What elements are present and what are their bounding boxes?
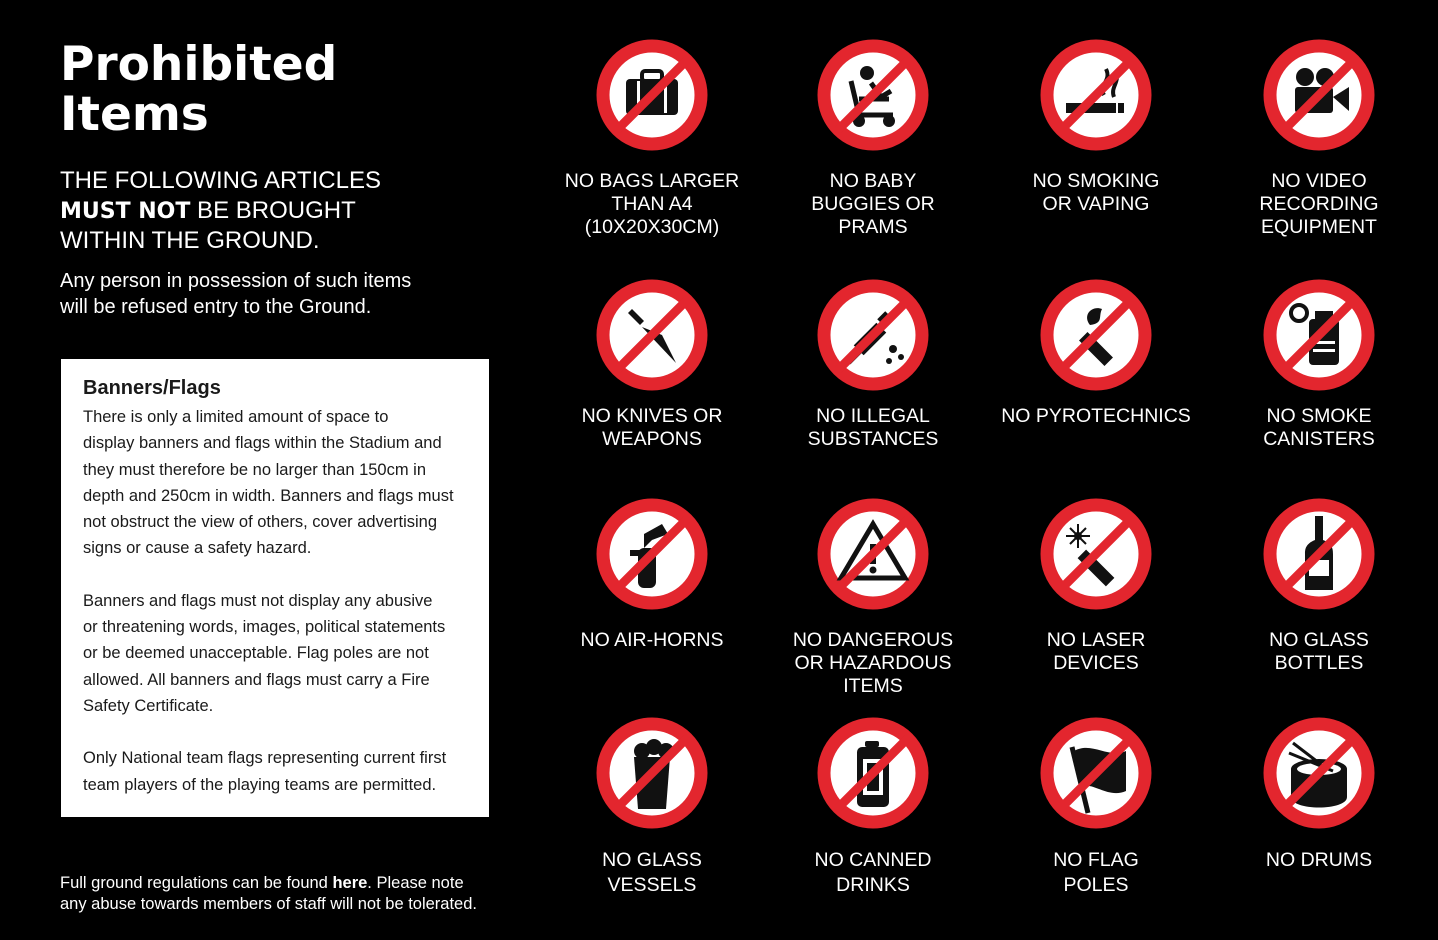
item-label-line: OR VAPING <box>1042 193 1150 215</box>
prohibited-item <box>1214 38 1424 239</box>
prohibited-item <box>991 716 1201 898</box>
intro-line-2-rest: BE BROUGHT <box>190 196 356 224</box>
item-label-line: BOTTLES <box>1274 652 1364 674</box>
baby-buggy-icon <box>816 38 930 152</box>
paragraph-line: or threatening words, images, political statements <box>83 618 446 637</box>
item-label <box>991 848 1201 898</box>
paragraph-line: they must therefore be no larger than 150cm in <box>83 460 427 479</box>
item-label-line: NO BABY <box>829 170 917 192</box>
intro-line-3: WITHIN THE GROUND. <box>60 227 320 254</box>
item-label-line: DEVICES <box>1053 652 1139 674</box>
footer-post: . Please note <box>367 874 464 892</box>
item-label-line: NO LASER <box>1046 629 1146 651</box>
paragraph-gap <box>83 562 489 588</box>
prohibited-item <box>768 38 978 239</box>
footer-line-1 <box>60 873 477 894</box>
prohibited-item <box>991 278 1201 428</box>
item-label-line: ITEMS <box>843 675 903 697</box>
prohibited-item <box>547 38 757 239</box>
prohibited-item <box>768 278 978 451</box>
prohibited-item <box>1214 497 1424 675</box>
item-label-line: OR HAZARDOUS <box>794 652 952 674</box>
item-label-line: NO SMOKE <box>1266 405 1372 427</box>
regulations-link[interactable]: here <box>332 874 368 892</box>
item-label-line: NO KNIVES OR <box>581 405 723 427</box>
refusal-line-1: Any person in possession of such items <box>60 270 412 292</box>
paragraph-line: Only National team flags representing current first <box>83 749 447 768</box>
must-not-emphasis: MUST NOT <box>60 198 191 224</box>
footer-note <box>60 873 477 915</box>
banners-paragraph <box>83 745 489 798</box>
prohibited-item <box>991 38 1201 216</box>
prohibited-item <box>768 497 978 698</box>
item-label-line: NO BAGS LARGER <box>564 170 740 192</box>
item-label-line: NO PYROTECHNICS <box>1001 405 1191 427</box>
paragraph-line: team players of the playing teams are permitted. <box>83 775 437 794</box>
drink-can-icon <box>816 716 930 830</box>
item-label <box>547 170 757 239</box>
paragraph-line: There is only a limited amount of space to <box>83 408 389 426</box>
item-label-line: NO SMOKING <box>1032 170 1160 192</box>
prohibited-item <box>547 278 757 451</box>
paragraph-line: or be deemed unacceptable. Flag poles are not <box>83 644 429 663</box>
prohibited-item <box>991 497 1201 675</box>
cigarette-icon <box>1039 38 1153 152</box>
page-title <box>60 37 338 142</box>
banners-flags-panel <box>61 359 489 817</box>
item-label <box>547 848 757 898</box>
footer-pre: Full ground regulations can be found <box>60 874 333 892</box>
item-label-line: NO AIR-HORNS <box>580 629 724 651</box>
refusal-line-2: will be refused entry to the Ground. <box>60 296 372 318</box>
intro-line-1: THE FOLLOWING ARTICLES <box>60 167 381 194</box>
item-label <box>547 629 757 652</box>
item-label-line: NO VIDEO <box>1271 170 1367 192</box>
prohibited-item <box>1214 716 1424 873</box>
item-label <box>1214 848 1424 873</box>
paragraph-line: allowed. All banners and flags must carry a Fire <box>83 670 430 689</box>
item-label-line: EQUIPMENT <box>1261 216 1377 238</box>
paragraph-line: display banners and flags within the Stadium and <box>83 434 442 453</box>
prohibited-item <box>547 716 757 898</box>
prohibited-item <box>547 497 757 652</box>
hazard-warning-icon <box>816 497 930 611</box>
paragraph-line: signs or cause a safety hazard. <box>83 539 312 558</box>
intro-line-2 <box>60 196 480 227</box>
item-label-line: NO FLAG <box>1053 849 1139 871</box>
item-label-line: NO CANNED <box>814 849 932 871</box>
paragraph-line: not obstruct the view of others, cover advertising <box>83 513 438 532</box>
item-label-line: DRINKS <box>836 874 910 896</box>
banners-paragraph <box>83 404 489 562</box>
drum-icon <box>1262 716 1376 830</box>
bag-icon <box>595 38 709 152</box>
item-label <box>991 405 1201 428</box>
paragraph-line: depth and 250cm in width. Banners and flags must <box>83 486 454 505</box>
item-label-line: CANISTERS <box>1263 428 1375 450</box>
title-line-1: Prohibited <box>60 37 338 92</box>
knife-icon <box>595 278 709 392</box>
item-label-line: VESSELS <box>607 874 697 896</box>
item-label-line: NO ILLEGAL <box>816 405 930 427</box>
smoke-canister-icon <box>1262 278 1376 392</box>
item-label-line: NO DANGEROUS <box>792 629 954 651</box>
banners-paragraph <box>83 588 489 719</box>
air-horn-icon <box>595 497 709 611</box>
item-label-line: (10X20X30CM) <box>584 216 720 238</box>
syringe-icon <box>816 278 930 392</box>
paragraph-line: Banners and flags must not display any abusive <box>83 591 433 610</box>
prohibited-item <box>1214 278 1424 451</box>
item-label-line: BUGGIES OR <box>811 193 935 215</box>
title-line-2: Items <box>60 87 209 142</box>
flag-pole-icon <box>1039 716 1153 830</box>
item-label <box>768 629 978 698</box>
video-camera-icon <box>1262 38 1376 152</box>
footer-line-2: any abuse towards members of staff will not be tolerated. <box>60 895 477 913</box>
item-label-line: SUBSTANCES <box>807 428 939 450</box>
item-label <box>768 405 978 451</box>
item-label-line: THAN A4 <box>611 193 693 215</box>
banners-heading: Banners/Flags <box>83 377 221 399</box>
laser-pointer-icon <box>1039 497 1153 611</box>
item-label <box>547 405 757 451</box>
item-label <box>768 848 978 898</box>
beer-glass-icon <box>595 716 709 830</box>
item-label-line: RECORDING <box>1259 193 1379 215</box>
item-label <box>768 170 978 239</box>
banners-body <box>83 404 489 798</box>
intro-statement <box>60 166 480 256</box>
refusal-notice <box>60 268 480 320</box>
prohibited-item <box>768 716 978 898</box>
item-label-line: NO GLASS <box>1269 629 1369 651</box>
item-label-line: PRAMS <box>838 216 908 238</box>
item-label <box>1214 405 1424 451</box>
item-label <box>1214 170 1424 239</box>
item-label-line: POLES <box>1063 874 1129 896</box>
item-label <box>1214 629 1424 675</box>
paragraph-line: Safety Certificate. <box>83 696 214 715</box>
item-label-line: WEAPONS <box>602 428 702 450</box>
paragraph-gap <box>83 719 489 745</box>
item-label-line: NO DRUMS <box>1265 849 1373 871</box>
glass-bottle-icon <box>1262 497 1376 611</box>
firework-icon <box>1039 278 1153 392</box>
item-label <box>991 170 1201 216</box>
item-label <box>991 629 1201 675</box>
item-label-line: NO GLASS <box>602 849 702 871</box>
